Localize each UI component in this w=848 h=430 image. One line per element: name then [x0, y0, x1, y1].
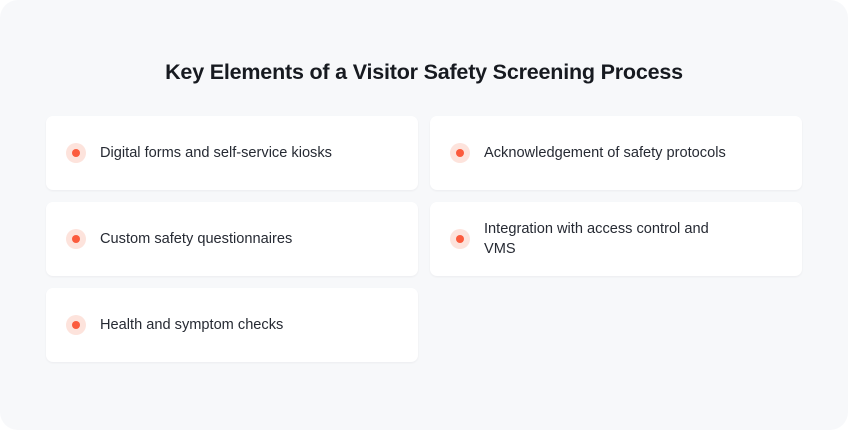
list-item-label: Custom safety questionnaires: [100, 231, 293, 247]
list-item[interactable]: [430, 116, 802, 190]
list-item[interactable]: [46, 202, 418, 276]
list-item-label: Health and symptom checks: [100, 317, 284, 333]
list-item[interactable]: [46, 288, 418, 362]
bullet-dot-icon: [450, 143, 470, 163]
page-title: Key Elements of a Visitor Safety Screening Process: [165, 60, 683, 84]
list-item[interactable]: [430, 202, 802, 276]
bullet-dot-icon: [66, 315, 86, 335]
bullet-dot-icon: [66, 229, 86, 249]
list-item-label: Integration with access control and VMS: [484, 221, 709, 257]
bullet-dot-icon: [450, 229, 470, 249]
bullet-dot-icon: [66, 143, 86, 163]
list-item[interactable]: [46, 116, 418, 190]
elements-grid: [46, 116, 802, 362]
list-item-label: Digital forms and self-service kiosks: [100, 145, 332, 161]
list-item-label: Acknowledgement of safety protocols: [484, 145, 726, 161]
